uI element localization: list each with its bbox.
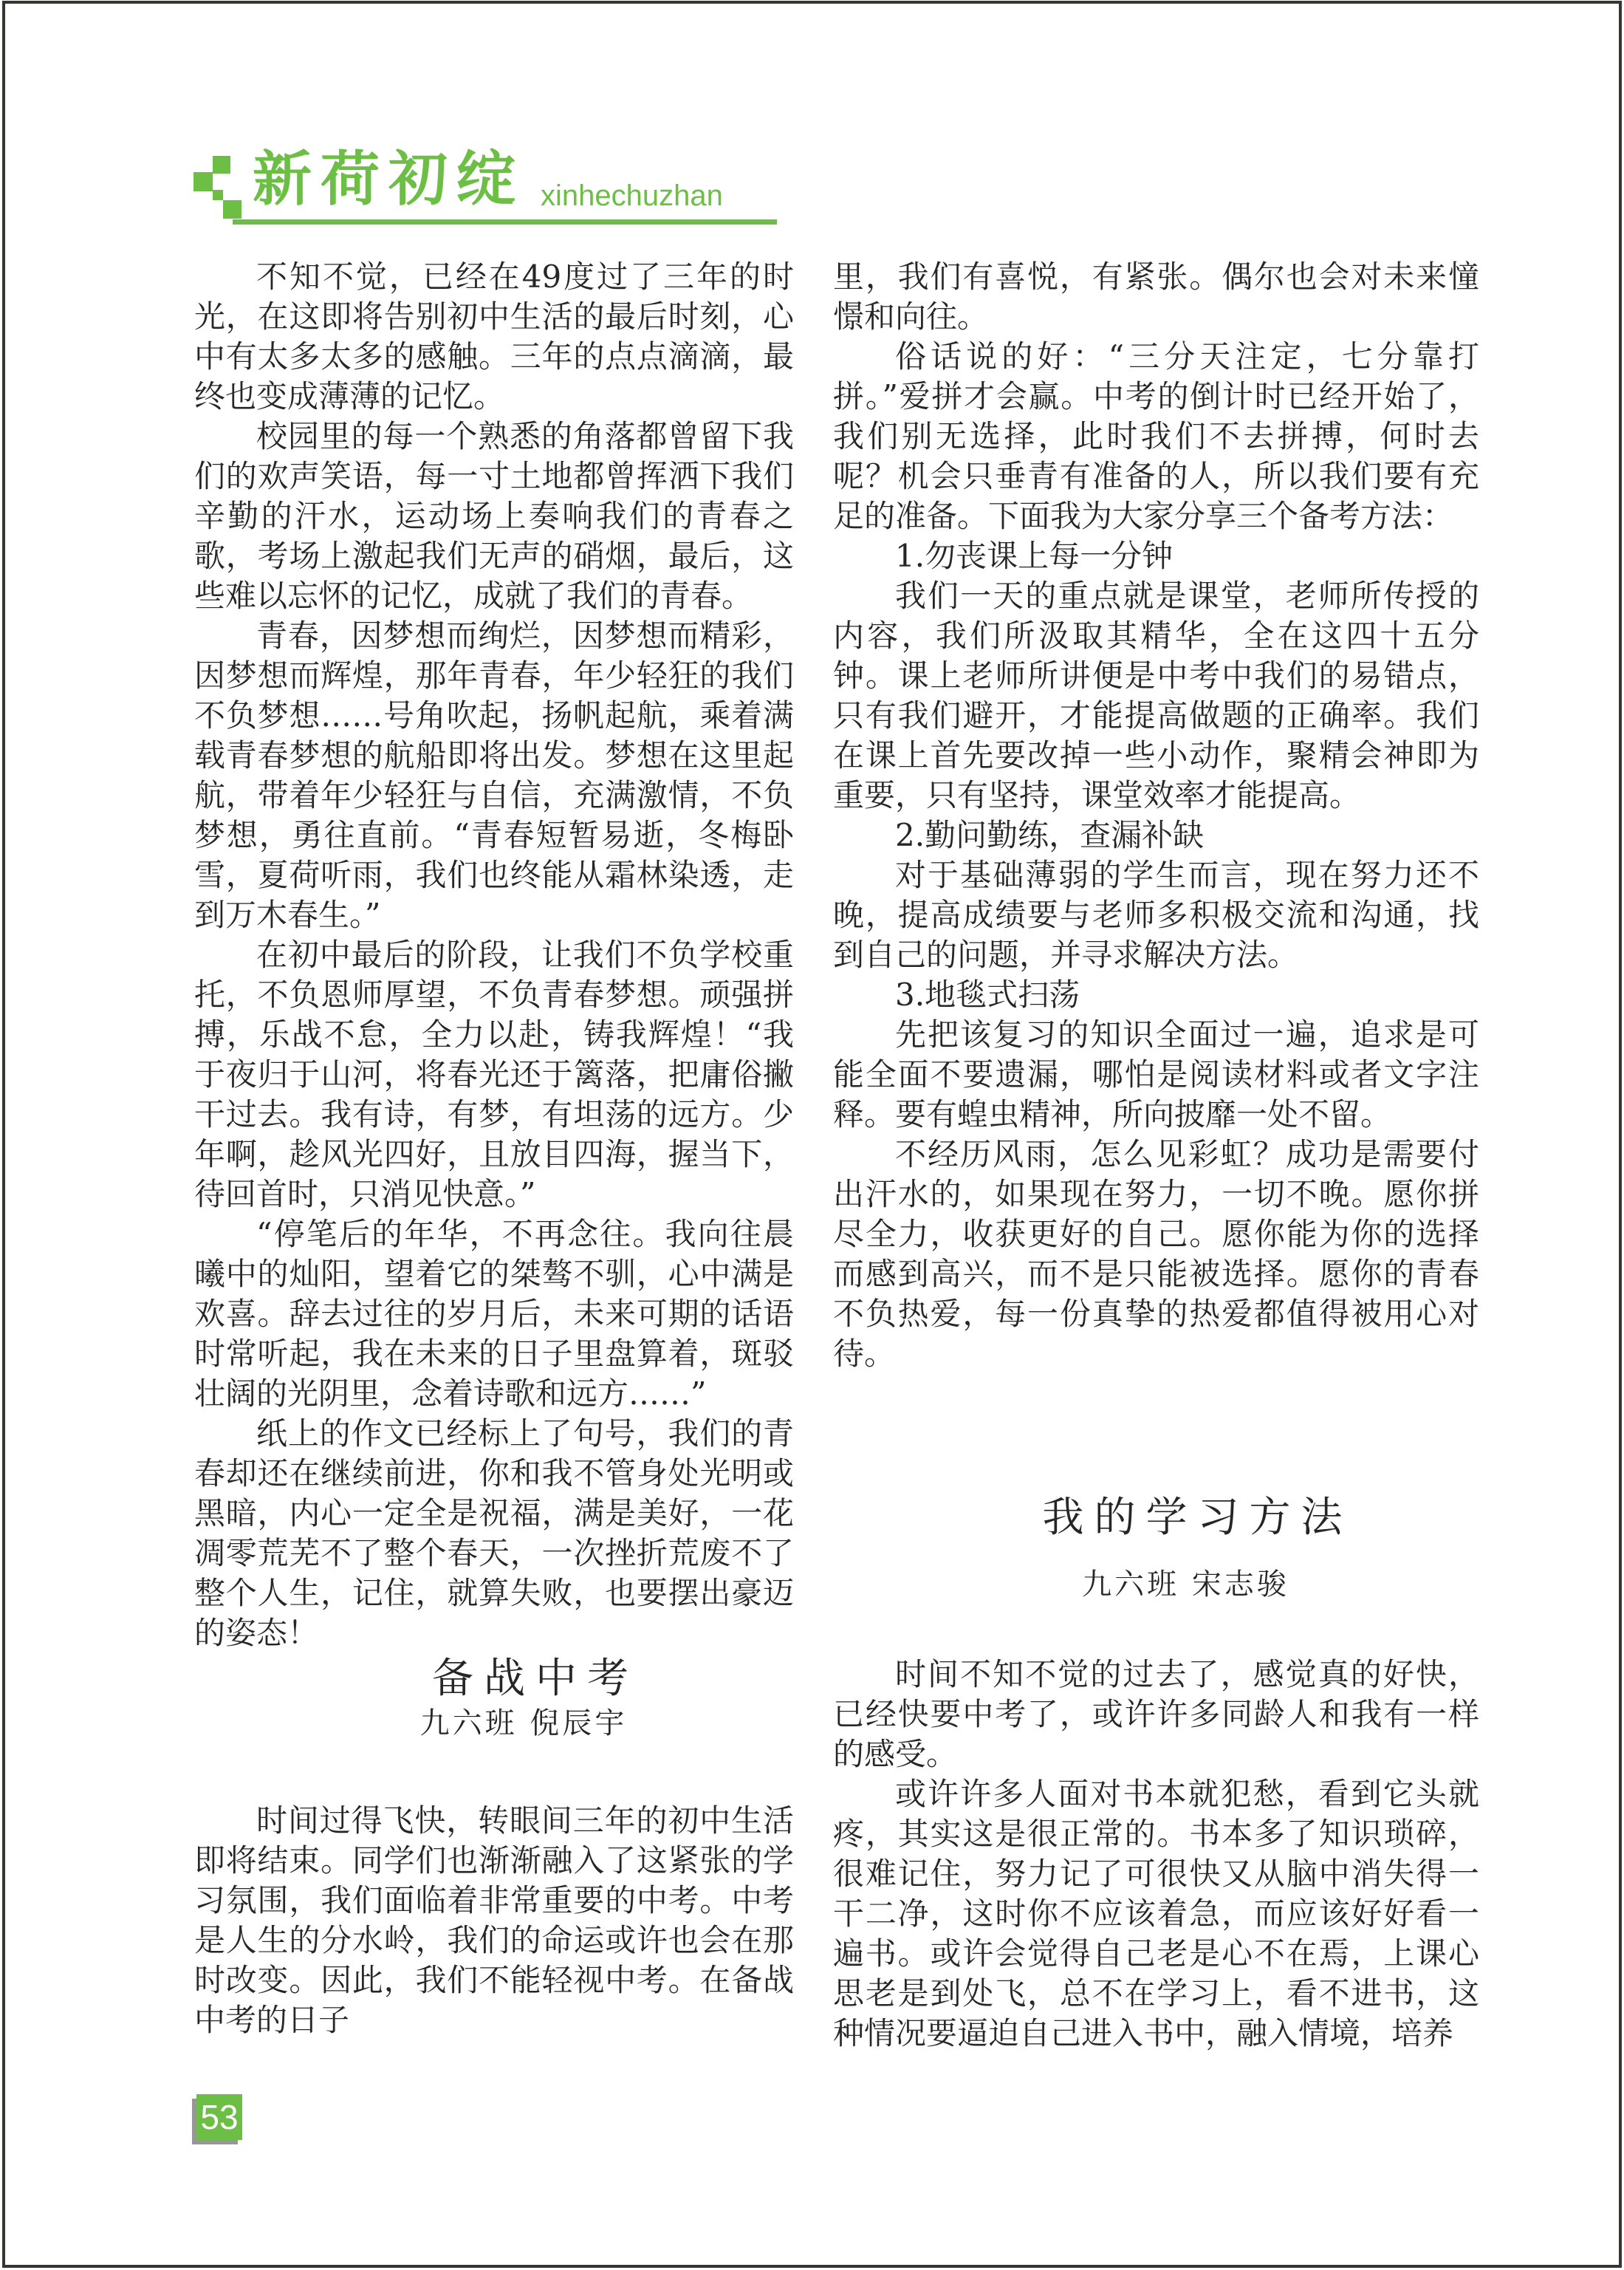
left-column [194, 257, 794, 2040]
logo-square [213, 190, 223, 200]
logo-square [213, 156, 230, 174]
paragraph: 先把该复习的知识全面过一遍，追求是可能全面不要遗漏，哪怕是阅读材料或者文字注释。要有蝗虫精神，所向披靡一处不留。 [833, 1016, 1479, 1132]
paragraph: 时间过得飞快，转眼间三年的初中生活即将结束。同学们也渐渐融入了这紧张的学习氛围，我们面临着非常重要的中考。中考是人生的分水岭，我们的命运或许也会在那时改变。因此，我们不能轻视中考。在备战中考的日子 [194, 1802, 794, 2038]
paragraph-continuation: 里，我们有喜悦，有紧张。偶尔也会对未来憧憬和向往。 [833, 259, 1479, 335]
paragraph: “停笔后的年华，不再念往。我向往晨曦中的灿阳，望着它的桀骜不驯，心中满是欢喜。辞去过往的岁月后，未来可期的话语时常听起，我在未来的日子里盘算着，斑驳壮阔的光阴里，念着诗歌和远方……” [194, 1216, 794, 1412]
page-number: 53 [200, 2098, 239, 2136]
header-underline [233, 219, 777, 225]
logo-square [193, 172, 213, 191]
paragraph: 俗话说的好：“三分天注定，七分靠打拼。”爱拼才会赢。中考的倒计时已经开始了，我们别无选择，此时我们不去拼搏，何时去呢？机会只垂青有准备的人，所以我们要有充足的准备。下面我为大家分享三个备考方法： [833, 338, 1479, 534]
method-heading: 3.地毯式扫荡 [895, 977, 1080, 1013]
paragraph: 纸上的作文已经标上了句号，我们的青春却还在继续前进，你和我不管身处光明或黑暗，内心一定全是祝福，满是美好，一花凋零荒芜不了整个春天，一次挫折荒废不了整个人生，记住，就算失败，也要摆出豪迈的姿态！ [194, 1415, 794, 1651]
method-heading: 2.勤问勤练，查漏补缺 [895, 817, 1205, 853]
paragraph: 青春，因梦想而绚烂，因梦想而精彩，因梦想而辉煌，那年青春，年少轻狂的我们不负梦想……号角吹起，扬帆起航，乘着满载青春梦想的航船即将出发。梦想在这里起航，带着年少轻狂与自信，充满激情，不负梦想，勇往直前。“青春短暂易逝，冬梅卧雪，夏荷听雨，我们也终能从霜林染透，走到万木春生。” [194, 618, 794, 933]
article-title: 我的学习方法 [1042, 1494, 1353, 1542]
paragraph: 不经历风雨，怎么见彩虹？成功是需要付出汗水的，如果现在努力，一切不晚。愿你拼尽全力，收获更好的自己。愿你能为你的选择而感到高兴，而不是只能被选择。愿你的青春不负热爱，每一份真挚的热爱都值得被用心对待。 [833, 1136, 1479, 1372]
page-number-badge [196, 2094, 242, 2140]
paragraph: 校园里的每一个熟悉的角落都曾留下我们的欢声笑语，每一寸土地都曾挥洒下我们辛勤的汗水，运动场上奏响我们的青春之歌，考场上激起我们无声的硝烟，最后，这些难以忘怀的记忆，成就了我们的青春。 [194, 418, 794, 614]
article-author: 九六班 倪辰宇 [419, 1706, 628, 1740]
logo-square [223, 200, 241, 219]
right-column [833, 257, 1479, 2054]
paragraph: 我们一天的重点就是课堂，老师所传授的内容，我们所汲取其精华，全在这四十五分钟。课上老师所讲便是中考中我们的易错点，只有我们避开，才能提高做题的正确率。我们在课上首先要改掉一些小动作，聚精会神即为重要，只有坚持，课堂效率才能提高。 [833, 578, 1479, 813]
method-heading: 1.勿丧课上每一分钟 [895, 538, 1174, 574]
paragraph: 时间不知不觉的过去了，感觉真的好快，已经快要中考了，或许许多同龄人和我有一样的感受。 [833, 1656, 1479, 1772]
section-logo-title: 新荷初绽 [253, 146, 524, 212]
section-logo-subtitle: xinhechuzhan [541, 180, 723, 212]
article-author: 九六班 宋志骏 [1082, 1568, 1289, 1601]
paragraph: 或许许多人面对书本就犯愁，看到它头就疼，其实这是很正常的。书本多了知识琐碎，很难记住，努力记了可很快又从脑中消失得一干二净，这时你不应该着急，而应该好好看一遍书。或许会觉得自己老是心不在焉，上课心思老是到处飞，总不在学习上，看不进书，这种情况要逼迫自己进入书中，融入情境，培养 [833, 1776, 1479, 2051]
paragraph: 在初中最后的阶段，让我们不负学校重托，不负恩师厚望，不负青春梦想。顽强拼搏，乐战不怠，全力以赴，铸我辉煌！“我于夜归于山河，将春光还于篱落，把庸俗撇干过去。我有诗，有梦，有坦荡的远方。少年啊，趁风光四好，且放目四海，握当下，待回首时，只消见快意。” [194, 937, 794, 1212]
article-title: 备战中考 [432, 1655, 639, 1703]
paragraph: 不知不觉，已经在49度过了三年的时光，在这即将告别初中生活的最后时刻，心中有太多太多的感触。三年的点点滴滴，最终也变成薄薄的记忆。 [194, 259, 794, 414]
paragraph: 对于基础薄弱的学生而言，现在努力还不晚，提高成绩要与老师多积极交流和沟通，找到自己的问题，并寻求解决方法。 [833, 857, 1479, 973]
